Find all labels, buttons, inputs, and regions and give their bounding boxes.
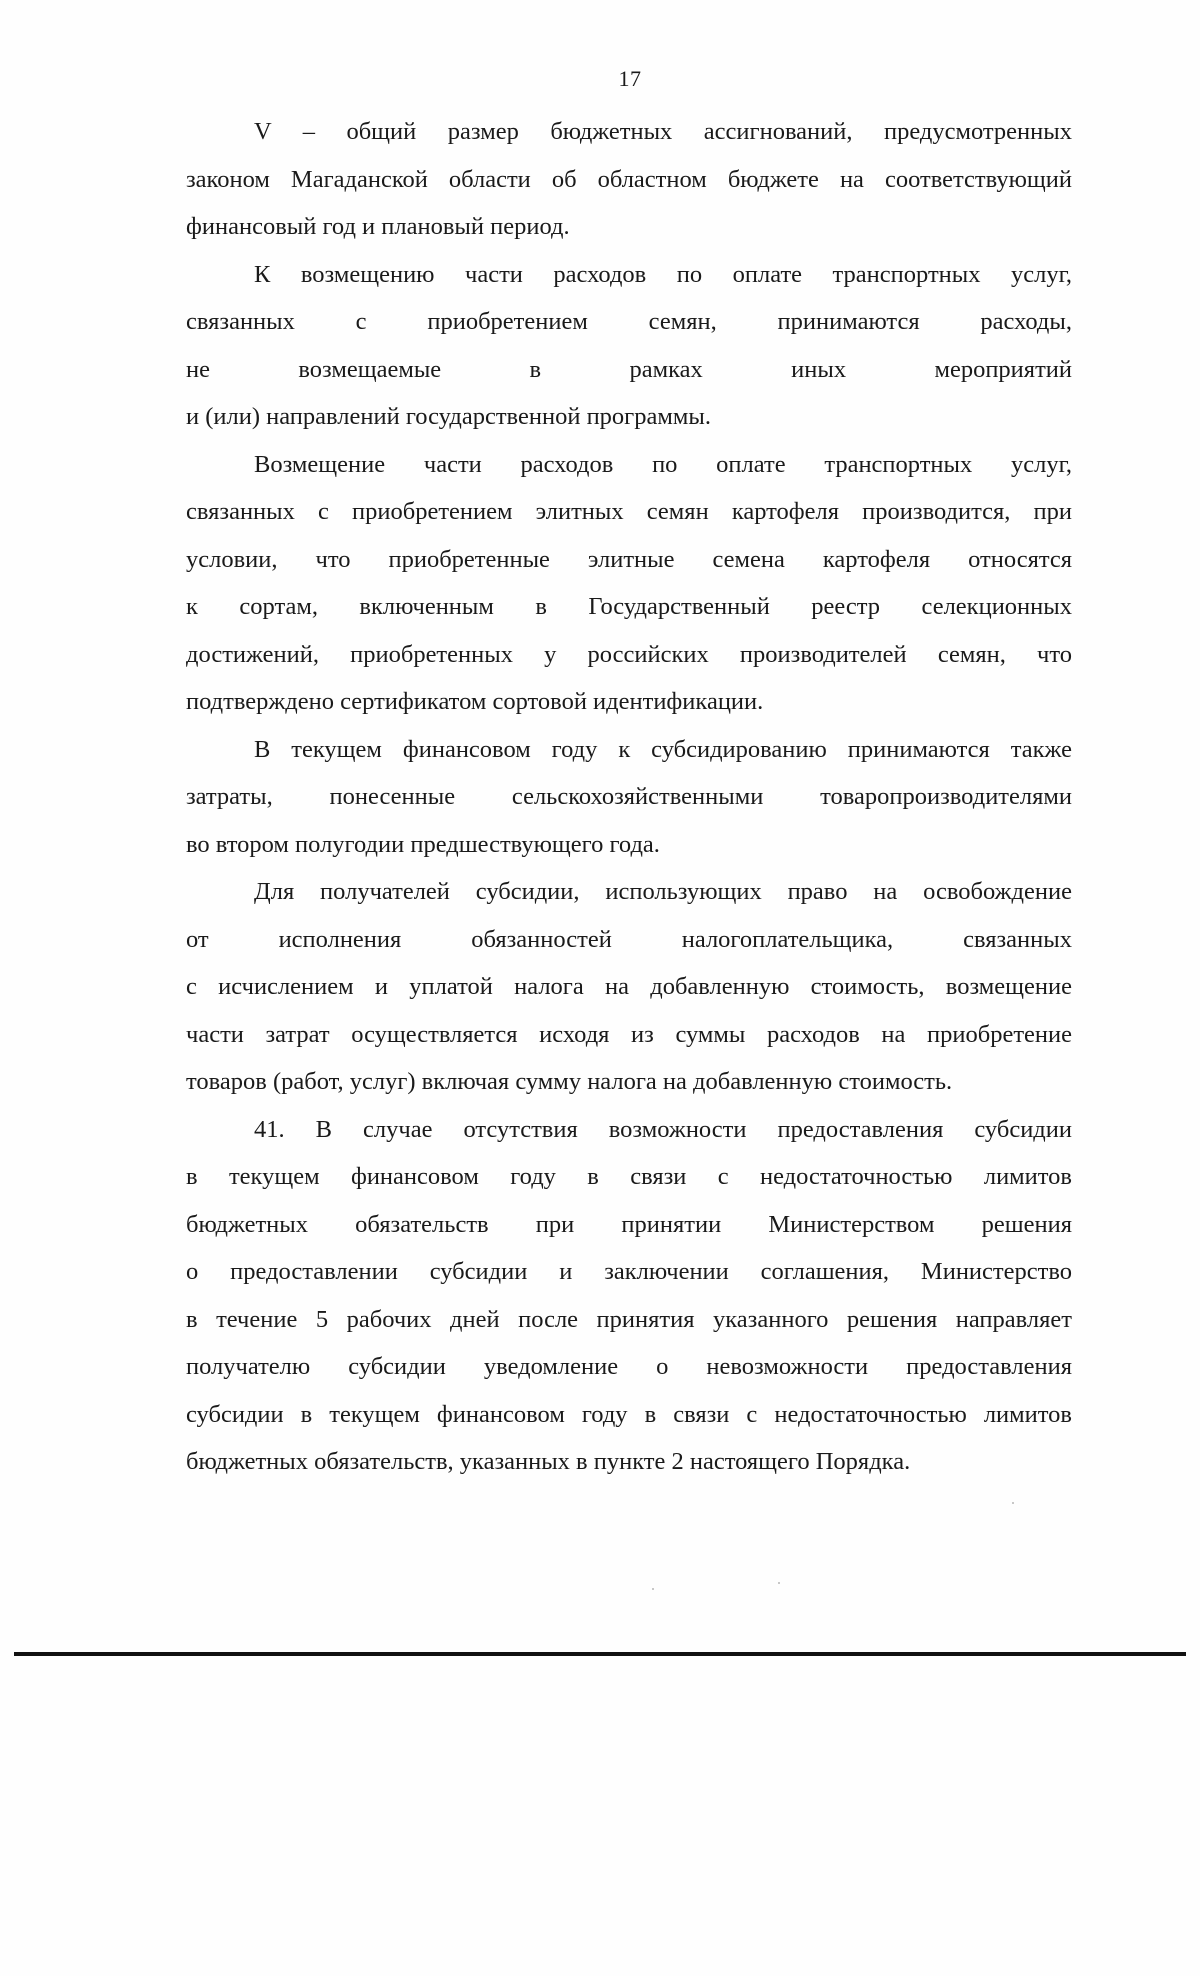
text-line: получателю субсидии уведомление о невозможности предоставления	[186, 1353, 1072, 1380]
text-line: связанных с приобретением элитных семян картофеля производится, при	[186, 498, 1072, 525]
paragraph-4	[186, 726, 1072, 869]
text-line: законом Магаданской области об областном бюджете на соответствующий	[186, 165, 1072, 193]
text-line: части затрат осуществляется исходя из суммы расходов на приобретение	[186, 1020, 1072, 1048]
text-line: бюджетных обязательств, указанных в пункте 2 настоящего Порядка.	[186, 1448, 911, 1475]
text-line: затраты, понесенные сельскохозяйственными товаропроизводителями	[186, 783, 1072, 810]
text-line: к сортам, включенным в Государственный реестр селекционных	[186, 593, 1072, 620]
text-line: во втором полугодии предшествующего года.	[186, 830, 660, 858]
paragraph-3	[186, 441, 1072, 726]
text-line: К возмещению части расходов по оплате транспортных услуг,	[254, 260, 1072, 288]
text-line: подтверждено сертификатом сортовой идентификации.	[186, 688, 764, 715]
paragraph-1	[186, 108, 1072, 251]
page-number: 17	[618, 66, 642, 91]
text-line: Возмещение части расходов по оплате транспортных услуг,	[254, 450, 1072, 478]
text-line: В текущем финансовом году к субсидированию принимаются также	[254, 735, 1072, 763]
text-line: субсидии в текущем финансовом году в связи с недостаточностью лимитов	[186, 1400, 1072, 1428]
text-line: Для получателей субсидии, использующих право на освобождение	[254, 878, 1072, 905]
paragraph-5	[186, 868, 1072, 1106]
text-line: с исчислением и уплатой налога на добавленную стоимость, возмещение	[186, 973, 1072, 1000]
scan-speck	[778, 1582, 780, 1584]
text-line: в текущем финансовом году в связи с недостаточностью лимитов	[186, 1163, 1072, 1190]
text-line: и (или) направлений государственной программы.	[186, 403, 711, 430]
text-line: в течение 5 рабочих дней после принятия указанного решения направляет	[186, 1305, 1072, 1333]
paragraph-6	[186, 1106, 1072, 1486]
text-line: не возмещаемые в рамках иных мероприятий	[186, 355, 1072, 383]
bottom-rule	[14, 1652, 1186, 1656]
text-line: 41. В случае отсутствия возможности предоставления субсидии	[254, 1115, 1072, 1143]
text-line: достижений, приобретенных у российских производителей семян, что	[186, 640, 1072, 668]
text-line: V – общий размер бюджетных ассигнований, предусмотренных	[254, 118, 1072, 145]
text-line: товаров (работ, услуг) включая сумму налога на добавленную стоимость.	[186, 1068, 953, 1095]
text-line: о предоставлении субсидии и заключении соглашения, Министерство	[186, 1258, 1072, 1285]
document-body	[186, 108, 1072, 1486]
text-line: от исполнения обязанностей налогоплательщика, связанных	[186, 925, 1072, 953]
text-line: условии, что приобретенные элитные семена картофеля относятся	[186, 545, 1072, 573]
text-line: финансовый год и плановый период.	[186, 213, 570, 240]
paragraph-2	[186, 251, 1072, 441]
scan-speck	[652, 1588, 654, 1590]
scan-speck	[1012, 1502, 1014, 1504]
text-line: бюджетных обязательств при принятии Министерством решения	[186, 1210, 1072, 1238]
text-line: связанных с приобретением семян, принимаются расходы,	[186, 308, 1072, 335]
